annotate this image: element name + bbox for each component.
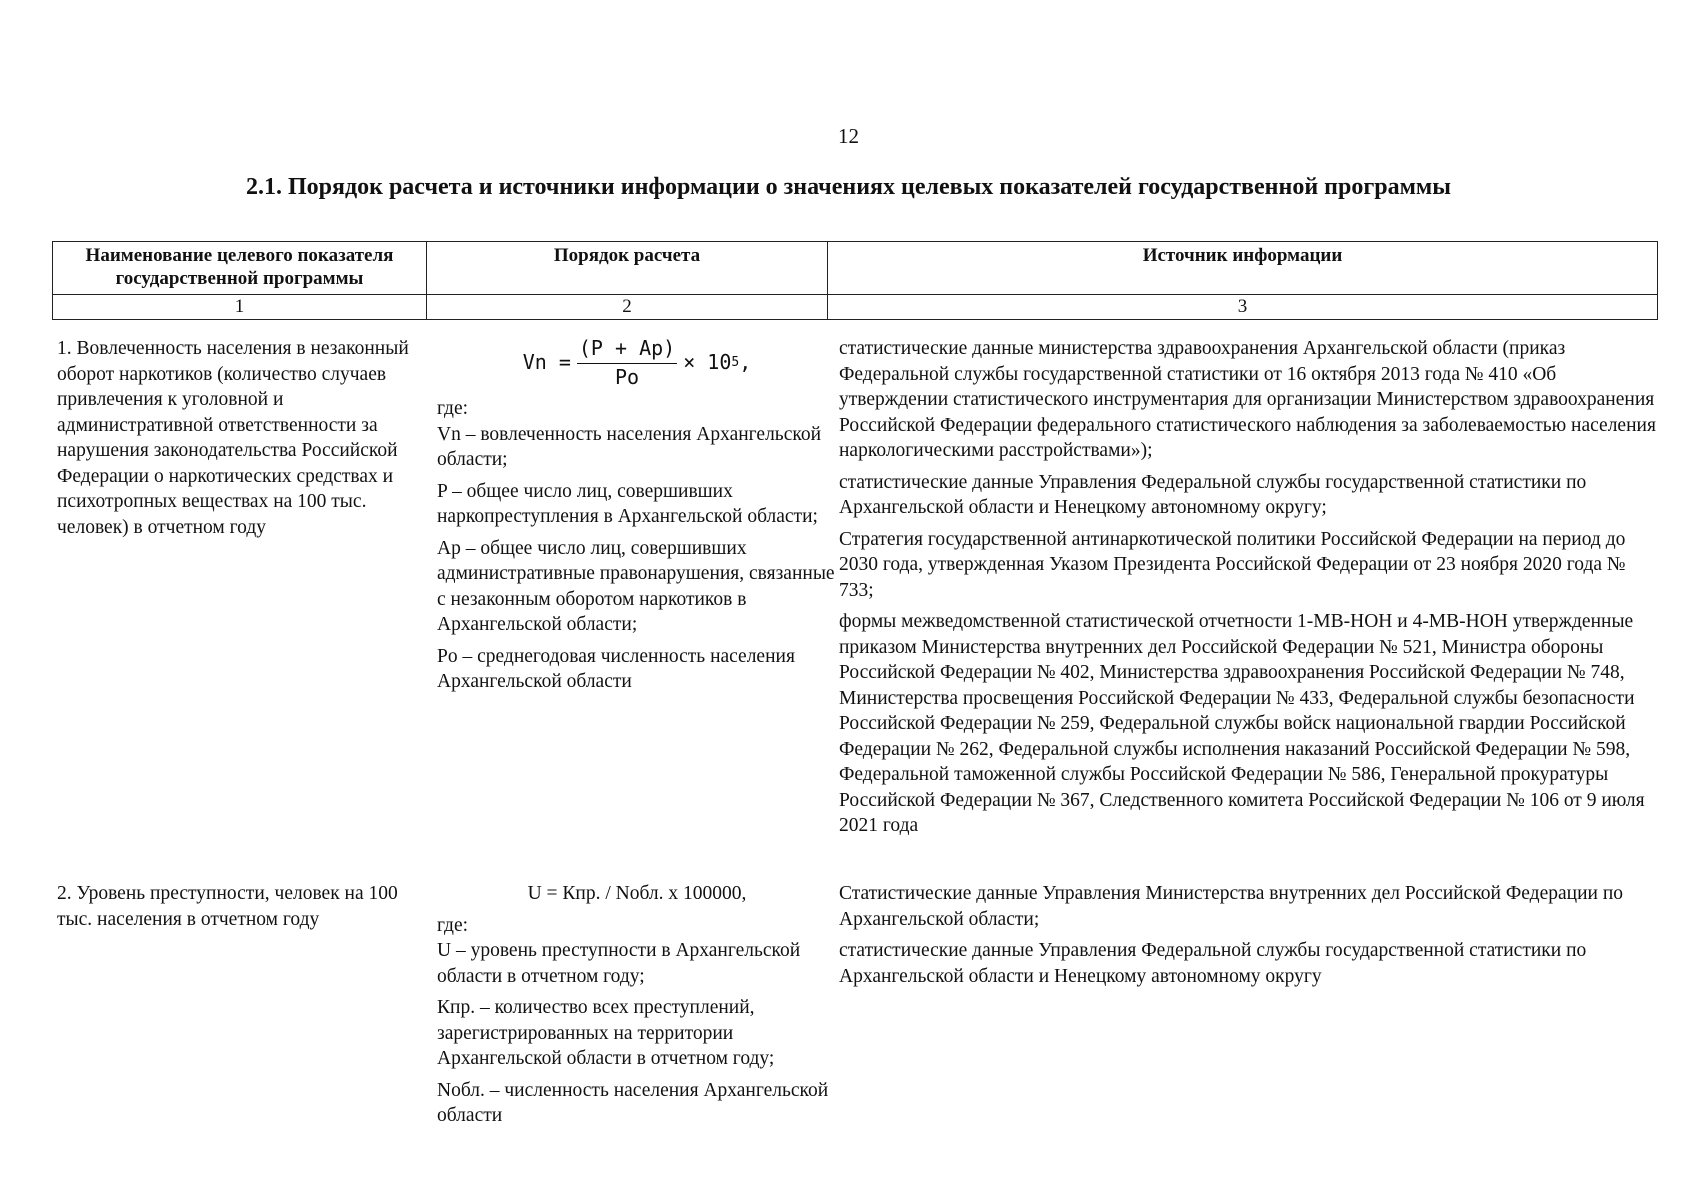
row1-definition: Po – среднегодовая численность населения Архангельской области: [437, 645, 795, 692]
row2-source: Статистические данные Управления Министерства внутренних дел Российской Федерации по Архангельской области;: [839, 883, 1624, 930]
row2-indicator: 2. Уровень преступности, человек на 100 тыс. населения в отчетном году: [57, 883, 398, 930]
section-title: 2.1. Порядок расчета и источники информации о значениях целевых показателей государственной программы: [245, 174, 1452, 200]
row2-where: где:: [437, 914, 469, 936]
page-number: 12: [838, 124, 859, 148]
row1-source: формы межведомственной статистической отчетности 1-МВ-НОН и 4-МВ-НОН утвержденные приказом Министерства внутренних дел Российской Федерации № 521, Министра обороны Российской Федерации № 402, Министерства здравоохранения Российской Федерации № 748, Министерства просвещения Российской Федерации № 433, Федеральной службы безопасности Российской Федерации № 259, Федеральной службы войск национальной гвардии Российской Федерации № 262, Федеральной службы исполнения наказаний Российской Федерации № 598, Федеральной таможенной службы Российской Федерации № 586, Генеральной прокуратуры Российской Федерации № 367, Следственного комитета Российской Федерации № 106 от 9 июля 2021 года: [839, 611, 1645, 836]
row2-formula: U = Кпр. / Nобл. х 100000,: [527, 883, 747, 904]
row2-source: статистические данные Управления Федеральной службы государственной статистики по Архангельской области и Ненецкому автономному округу: [839, 940, 1587, 987]
row1-source: Стратегия государственной антинаркотической политики Российской Федерации на период до 2030 года, утвержденная Указом Президента Российской Федерации от 23 ноября 2020 года № 733;: [839, 528, 1626, 601]
row2-calculation: [437, 881, 837, 1135]
row1-source: статистические данные Управления Федеральной службы государственной статистики по Архангельской области и Ненецкому автономному округу;: [839, 471, 1587, 518]
row1-sources: [839, 336, 1659, 845]
row1-where: где:: [437, 398, 469, 419]
column-number: 1: [53, 295, 427, 320]
column-number: 2: [427, 295, 828, 320]
row2-sources: [839, 881, 1659, 995]
row1-definition: P – общее число лиц, совершивших наркопреступления в Архангельской области;: [437, 480, 818, 527]
row1-definition: Vn – вовлеченность населения Архангельской области;: [437, 423, 822, 470]
header-indicator-name: Наименование целевого показателя государственной программы: [53, 242, 427, 295]
column-number: 3: [828, 295, 1658, 320]
header-source: Источник информации: [828, 242, 1658, 295]
row1-calculation: [437, 336, 837, 701]
indicators-table-header: [52, 241, 1658, 320]
row2-definition: Nобл. – численность населения Архангельской области: [437, 1079, 829, 1126]
row1-source: статистические данные министерства здравоохранения Архангельской области (приказ Федеральной службы государственной статистики от 16 октября 2013 года № 410 «Об утверждении статистического инструментария для организации Министерством здравоохранения Российской Федерации федерального статистического наблюдения за заболеваемостью населения наркологическими расстройствами»);: [839, 338, 1656, 461]
row1-indicator: 1. Вовлеченность населения в незаконный оборот наркотиков (количество случаев привлечения к уголовной и административной ответственности за нарушения законодательства Российской Федерации о наркотических средствах и психотропных веществах на 100 тыс. человек) в отчетном году: [57, 338, 409, 538]
row2-definition: U – уровень преступности в Архангельской области в отчетном году;: [437, 940, 801, 987]
row1-formula: Vn = $\frac{(P + Ap)}{Po}$ × 10 5 ,: [522, 336, 752, 389]
header-calculation: Порядок расчета: [427, 242, 828, 295]
row1-definition: Ap – общее число лиц, совершивших административные правонарушения, связанные с незаконным оборотом наркотиков в Архангельской области;: [437, 537, 835, 635]
row2-definition: Кпр. – количество всех преступлений, зарегистрированных на территории Архангельской области в отчетном году;: [437, 997, 775, 1069]
